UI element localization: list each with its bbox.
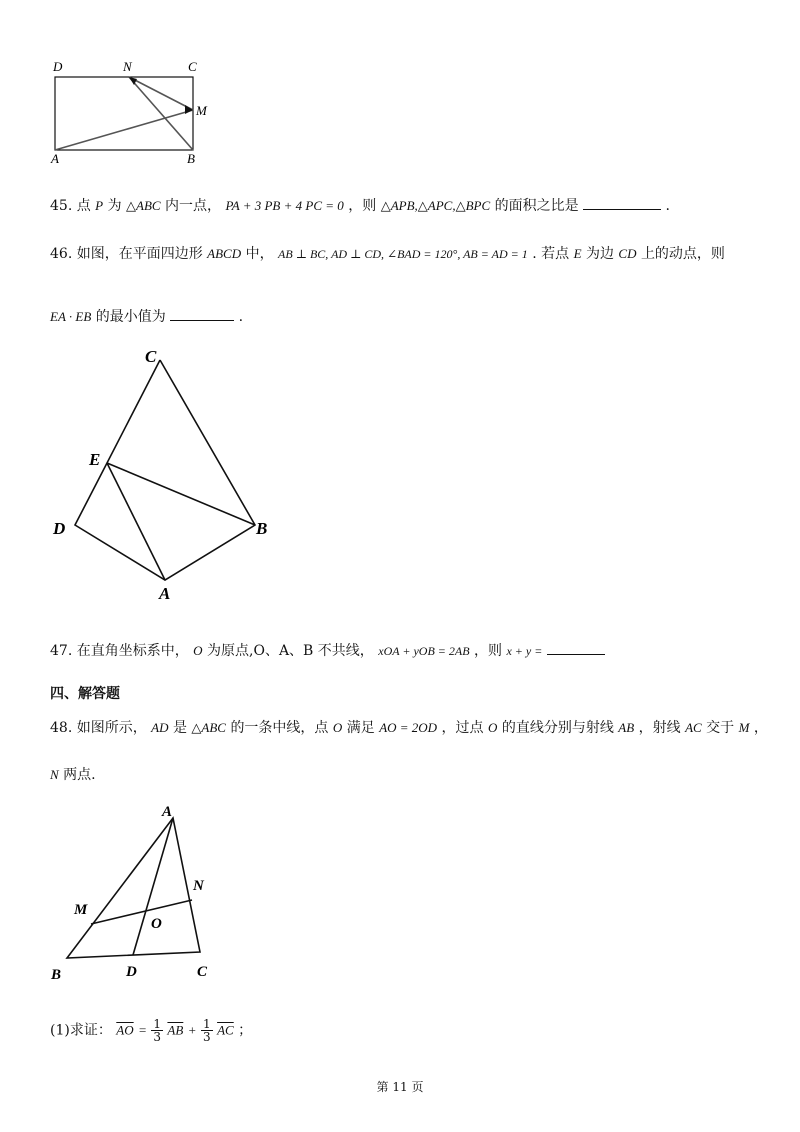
q48-text-9: ，: [753, 720, 768, 736]
q46-text-5: 上的动点，则: [640, 246, 725, 262]
arrowhead-m: [185, 105, 193, 114]
q48-triangle: △ABC: [191, 720, 226, 735]
vector-ao: $\overline{AO}$: [116, 1022, 134, 1038]
q46-quadrilateral: ABCD: [207, 246, 242, 261]
fraction-one-third-b: [201, 1018, 213, 1043]
fraction-denominator: 3: [153, 1030, 161, 1044]
q46-text-6: 的最小值为: [95, 309, 166, 325]
q48-text-4: 满足: [346, 720, 375, 736]
part-1-end: ；: [238, 1022, 253, 1039]
q46-text-1: 如图，在平面四边形: [76, 246, 203, 262]
q45-vector-equation: PA + 3 PB + 4 PC = 0: [225, 198, 344, 213]
section-heading: 四、解答题: [50, 686, 120, 702]
q47-vector-equation: xOA + yOB = 2AB: [378, 644, 470, 658]
fraction-one-third-a: [151, 1018, 163, 1043]
q46-text-4: 为边: [585, 246, 614, 262]
q48-vector-equation: AO = 2OD: [379, 720, 438, 735]
answer-blank-46: [170, 306, 234, 321]
fraction-numerator: 1: [203, 1017, 211, 1031]
label-b: B: [187, 151, 195, 165]
vector-ac: $\overline{AC}$: [217, 1022, 234, 1038]
equals-sign: =: [138, 1022, 147, 1038]
label-m: M: [196, 103, 207, 118]
label-c: C: [197, 964, 208, 980]
label-a: A: [162, 804, 173, 820]
q48-text-10: 两点.: [63, 767, 96, 783]
question-48-part-1: [50, 1018, 252, 1043]
q48-point-o: O: [332, 720, 343, 735]
label-c: C: [188, 59, 197, 74]
q45-point-p: P: [95, 198, 104, 213]
label-e: E: [89, 450, 101, 469]
q48-point-m: M: [738, 720, 750, 735]
q46-point-e: E: [573, 246, 582, 261]
part-1-label: (1)求证：: [50, 1022, 112, 1039]
q48-text-1: 如图所示，: [76, 720, 147, 736]
question-48-line-2: [50, 766, 96, 784]
q46-end: .: [238, 309, 244, 325]
q48-text-7: ，射线: [638, 720, 681, 736]
question-46-line-2: [50, 306, 243, 326]
label-a: A: [51, 151, 59, 165]
q48-text-5: ，过点: [441, 720, 484, 736]
plus-sign: +: [187, 1022, 197, 1038]
figure-quadrilateral: [45, 340, 285, 605]
q46-text-2: 中，: [245, 246, 274, 262]
q48-point-n: N: [50, 767, 59, 782]
label-d: D: [53, 59, 63, 74]
question-46: [50, 245, 725, 263]
question-48: [50, 719, 768, 737]
segment-nm: [129, 77, 193, 110]
segment-am: [55, 110, 193, 150]
q45-text-4: ，则: [348, 198, 377, 214]
label-m: M: [74, 902, 88, 918]
q47-text-3: ，则: [474, 643, 502, 659]
label-b: B: [256, 519, 268, 538]
q48-text-2: 是: [172, 720, 187, 736]
vector-ab: $\overline{AB}$: [167, 1022, 184, 1038]
question-number: 45.: [50, 198, 73, 214]
q48-ray-ab: AB: [618, 720, 635, 735]
q45-end: .: [665, 198, 670, 214]
q45-text-1: 点: [76, 198, 91, 214]
segment-eb: [107, 463, 255, 525]
q48-ray-ac: AC: [685, 720, 702, 735]
fraction-denominator: 3: [203, 1030, 211, 1044]
fraction-numerator: 1: [153, 1017, 161, 1031]
question-number: 47.: [50, 643, 73, 659]
q48-point-o-2: O: [487, 720, 498, 735]
q46-text-3: . 若点: [532, 246, 570, 262]
q46-conditions: AB ⊥ BC, AD ⊥ CD, ∠BAD = 120°, AB = AD = 1: [278, 247, 528, 261]
triangle-abc: [67, 818, 200, 958]
label-b: B: [51, 967, 62, 983]
answer-blank-45: [583, 195, 661, 210]
q45-triangle: △ABC: [126, 198, 161, 213]
q48-text-6: 的直线分别与射线: [501, 720, 614, 736]
q48-text-3: 的一条中线，点: [230, 720, 329, 736]
figure-triangle: [45, 800, 235, 990]
figure-rectangle: [45, 55, 225, 165]
q47-origin: O: [193, 643, 203, 658]
label-o: O: [151, 916, 162, 932]
label-c: C: [145, 347, 157, 366]
q48-text-8: 交于: [706, 720, 735, 736]
question-number: 48.: [50, 720, 73, 736]
page-number: 第 11 页: [376, 1080, 424, 1094]
q47-expression: x + y =: [506, 644, 543, 658]
q45-triangles: △APB,△APC,△BPC: [380, 198, 491, 213]
line-mn: [91, 900, 192, 924]
q45-text-3: 内一点，: [165, 198, 222, 214]
q47-text-1: 在直角坐标系中，: [76, 643, 189, 659]
rectangle-abcd: [55, 77, 193, 150]
answer-blank-47: [547, 640, 605, 655]
q48-median-ad: AD: [151, 720, 169, 735]
q46-expression: EA · EB: [50, 309, 92, 324]
label-n: N: [123, 59, 132, 74]
q45-text-2: 为: [107, 198, 122, 214]
q46-side-cd: CD: [618, 246, 637, 261]
label-n: N: [193, 878, 204, 894]
question-47: [50, 640, 605, 660]
label-a: A: [159, 584, 171, 603]
question-45: [50, 195, 670, 215]
quadrilateral-outline: [75, 360, 255, 580]
label-d: D: [53, 519, 66, 538]
label-d: D: [126, 964, 137, 980]
median-ad: [133, 818, 173, 955]
question-number: 46.: [50, 246, 73, 262]
q45-text-5: 的面积之比是: [494, 198, 579, 214]
q47-text-2: 为原点,O、A、B 不共线，: [207, 643, 374, 659]
